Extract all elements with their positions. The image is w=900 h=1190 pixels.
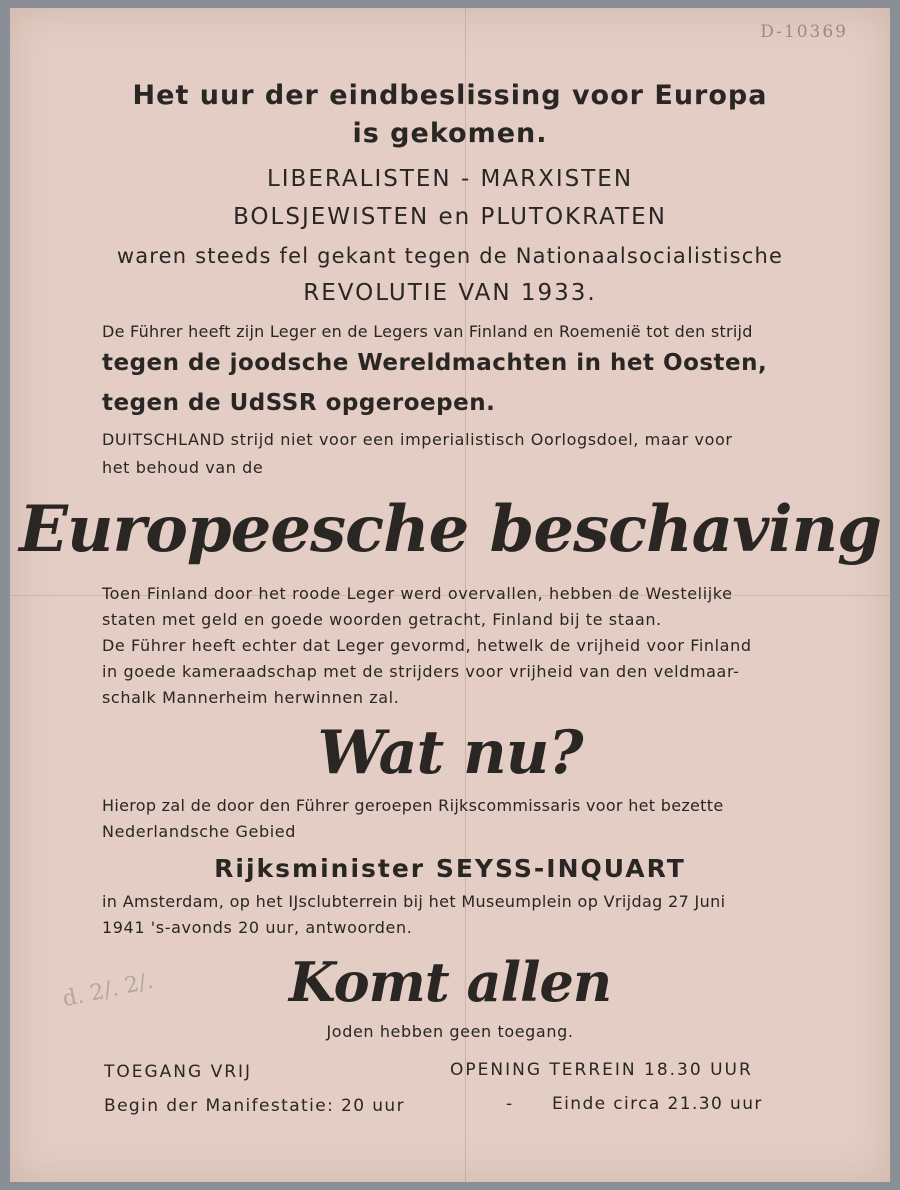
archive-number: D-10369 [760,22,848,42]
germany-line-1: DUITSCHLAND strijd niet voor een imperialistisch Oorlogsdoel, maar voor [102,430,733,449]
fuhrer-line: De Führer heeft zijn Leger en de Legers van Finland en Roemenië tot den strijd [102,322,753,341]
finland-line-4: in goede kameraadschap met de strijders voor vrijheid van den veldmaar- [102,662,740,681]
footer-dash: - [506,1094,515,1114]
location-line-1: in Amsterdam, op het IJsclubterrein bij het Museumplein op Vrijdag 27 Juni [102,892,726,911]
footer-opening: OPENING TERREIN 18.30 UUR [450,1060,753,1080]
finland-line-5: schalk Mannerheim herwinnen zal. [102,688,400,707]
finland-line-2: staten met geld en goede woorden getracht, Finland bij te staan. [102,610,662,629]
poster-sheet [10,8,890,1182]
exclusion-line: Joden hebben geen toegang. [326,1022,574,1041]
finland-line-3: De Führer heeft echter dat Leger gevormd, hetwelk de vrijheid voor Finland [102,636,752,655]
footer-start: Begin der Manifestatie: 20 uur [104,1096,405,1116]
opponents-line-2: BOLSJEWISTEN en PLUTOKRATEN [233,204,667,230]
finland-line-1: Toen Finland door het roode Leger werd overvallen, hebben de Westelijke [102,584,733,603]
footer-end: Einde circa 21.30 uur [552,1094,763,1114]
against-line-1: tegen de joodsche Wereldmachten in het Oosten, [102,350,768,376]
minister-name: Rijksminister SEYSS-INQUART [214,854,686,883]
answer-intro-line-1: Hierop zal de door den Führer geroepen Rijkscommissaris voor het bezette [102,796,724,815]
location-line-2: 1941 's-avonds 20 uur, antwoorden. [102,918,413,937]
come-all-heading: Komt allen [288,950,612,1014]
answer-intro-line-2: Nederlandsche Gebied [102,822,296,841]
what-now-heading: Wat nu? [317,718,583,788]
opposed-line: waren steeds fel gekant tegen de Nationaalsocialistische [116,244,784,268]
germany-line-2: het behoud van de [102,458,264,477]
pencil-annotation: d. 2/. 2/. [60,968,156,1013]
headline-line-2: is gekomen. [352,118,548,149]
opponents-line-1: LIBERALISTEN - MARXISTEN [266,166,634,192]
footer-entry: TOEGANG VRIJ [104,1062,253,1082]
civilisation-heading: Europeesche beschaving [19,492,881,567]
against-line-2: tegen de UdSSR opgeroepen. [102,390,496,416]
headline-line-1: Het uur der eindbeslissing voor Europa [132,80,768,111]
revolution-line: REVOLUTIE VAN 1933. [303,280,597,306]
